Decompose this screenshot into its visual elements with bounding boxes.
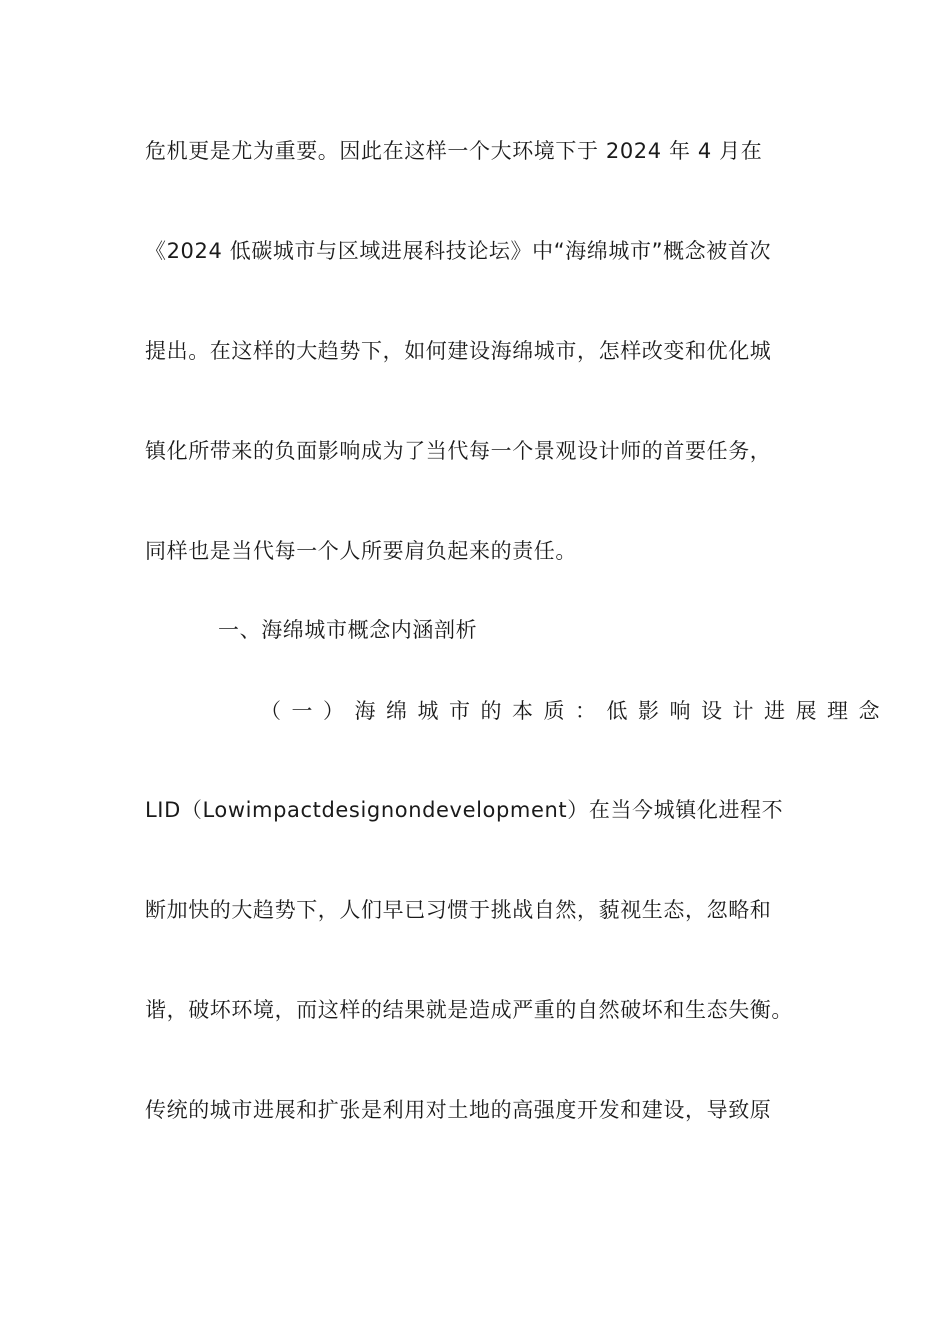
- paragraph-line: LID（Lowimpactdesignondevelopment）在当今城镇化进程不: [145, 798, 784, 822]
- paragraph-line: 危机更是尤为重要。因此在这样一个大环境下于 2024 年 4 月在: [145, 139, 763, 163]
- paragraph-line: 传统的城市进展和扩张是利用对土地的高强度开发和建设，导致原: [145, 1098, 772, 1122]
- paragraph-line: 谐，破坏环境，而这样的结果就是造成严重的自然破坏和生态失衡。: [145, 998, 793, 1022]
- paragraph-line: 《2024 低碳城市与区域进展科技论坛》中“海绵城市”概念被首次: [145, 239, 772, 263]
- paragraph-line: 断加快的大趋势下，人们早已习惯于挑战自然，藐视生态，忽略和: [145, 898, 772, 922]
- paragraph-line: 镇化所带来的负面影响成为了当代每一个景观设计师的首要任务，: [145, 439, 772, 463]
- paragraph-line: 提出。在这样的大趋势下，如何建设海绵城市，怎样改变和优化城: [145, 339, 772, 363]
- paragraph-line: 同样也是当代每一个人所要肩负起来的责任。: [145, 539, 577, 563]
- section-heading: 一、海绵城市概念内涵剖析: [218, 618, 478, 642]
- subsection-heading: （一）海绵城市的本质：低影响设计进展理念: [260, 699, 890, 723]
